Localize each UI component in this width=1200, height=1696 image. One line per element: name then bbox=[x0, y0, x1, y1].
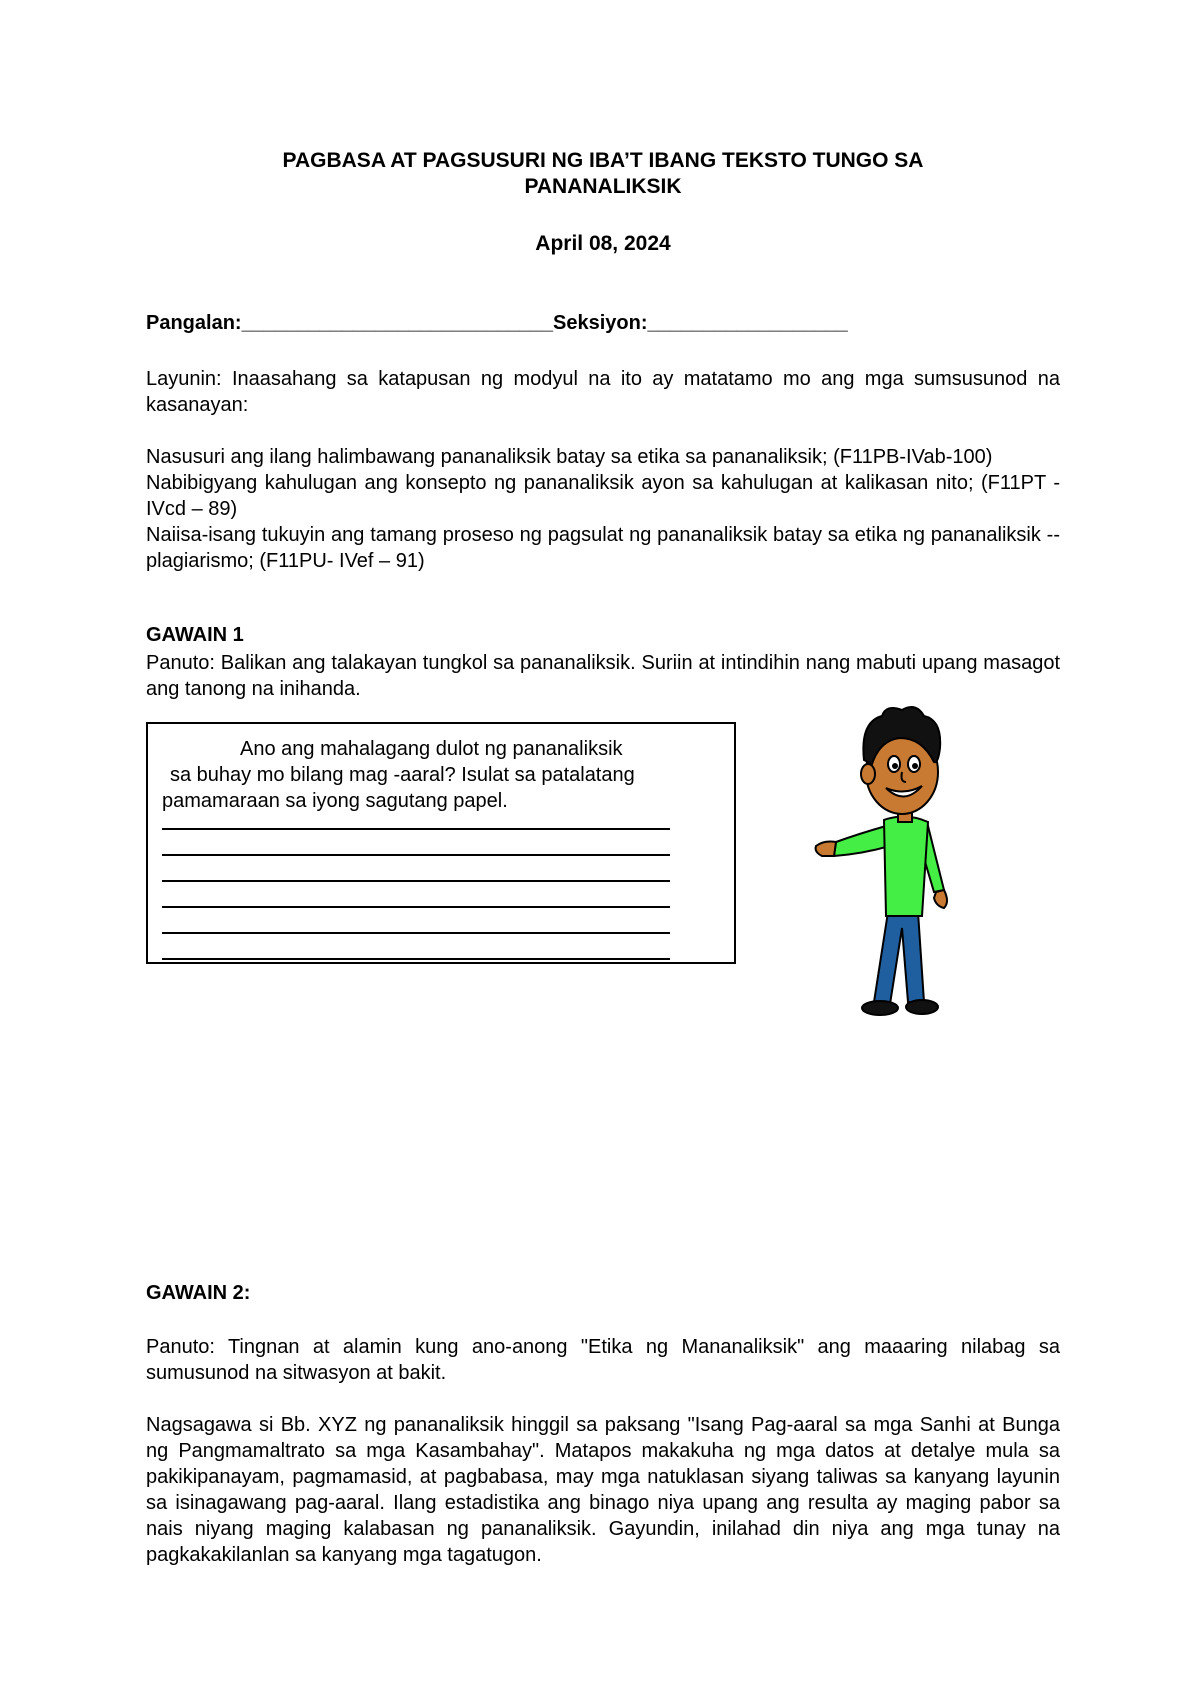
name-blank: ____________________________ bbox=[241, 312, 554, 334]
title-line-1: PAGBASA AT PAGSUSURI NG IBA’T IBANG TEKSTO TUNGO SA bbox=[282, 149, 924, 172]
competency-list bbox=[146, 444, 1060, 574]
competency-item: Nasusuri ang ilang halimbawang pananaliksik batay sa etika sa pananaliksik; (F11PB-IVab-100) bbox=[146, 446, 993, 468]
name-label: Pangalan: bbox=[146, 312, 242, 334]
layunin-text: Layunin: Inaasahang sa katapusan ng modyul na ito ay matatamo mo ang mga sumsusunod na kasanayan: bbox=[146, 368, 1060, 416]
gawain2-panuto: Panuto: Tingnan at alamin kung ano-anong "Etika ng Mananaliksik" ang maaaring nilabag sa sumusunod na sitwasyon at bakit. bbox=[146, 1336, 1060, 1384]
answer-line bbox=[162, 932, 670, 934]
student-fields bbox=[146, 312, 1060, 335]
question-line: Ano ang mahalagang dulot ng pananaliksik bbox=[240, 738, 623, 760]
document-title bbox=[146, 148, 1060, 200]
document-date: April 08, 2024 bbox=[535, 232, 671, 255]
competency-item: Nabibigyang kahulugan ang konsepto ng pananaliksik ayon sa kahulugan at kalikasan nito; (F11PT - IVcd – 89) bbox=[146, 472, 1060, 520]
section-label: Seksiyon: bbox=[553, 312, 648, 334]
competency-item: Naiisa-isang tukuyin ang tamang proseso ng pagsulat ng pananaliksik batay sa etika ng pananaliksik -- plagiarismo; (F11PU- IVef – 91) bbox=[146, 524, 1060, 572]
question-box bbox=[146, 722, 736, 964]
gawain1-panuto: Panuto: Balikan ang talakayan tungkol sa pananaliksik. Suriin at intindihin nang mabuti upang masagot ang tanong na inihanda. bbox=[146, 652, 1060, 700]
boy-pointing-icon bbox=[810, 702, 970, 1024]
title-line-2: PANANALIKSIK bbox=[524, 175, 682, 198]
question-line: pamamaraan sa iyong sagutang papel. bbox=[162, 790, 508, 812]
answer-line bbox=[162, 880, 670, 882]
answer-line bbox=[162, 906, 670, 908]
answer-line bbox=[162, 854, 670, 856]
gawain2-scenario: Nagsagawa si Bb. XYZ ng pananaliksik hinggil sa paksang "Isang Pag-aaral sa mga Sanhi at Bunga ng Pangmamaltrato sa mga Kasambahay". Matapos makakuha ng mga datos at detalye mula sa pakikipanayam, pagmamasid, at pagbabasa, may mga natuklasan siyang taliwas sa kanyang layunin sa isinagawang pag-aaral. Ilang estadistika ang binago niya upang ang resulta ay maging pabor sa nais niyang maging kalabasan ng pananaliksik. Gayundin, inilahad din niya ang mga tunay na pagkakakilanlan sa kanyang mga tagatugon. bbox=[146, 1414, 1060, 1566]
gawain2-heading: GAWAIN 2: bbox=[146, 1282, 251, 1304]
question-line: sa buhay mo bilang mag -aaral? Isulat sa patalatang bbox=[170, 764, 635, 786]
section-blank: __________________ bbox=[647, 312, 848, 334]
answer-line bbox=[162, 958, 670, 960]
answer-line bbox=[162, 828, 670, 830]
gawain1-heading: GAWAIN 1 bbox=[146, 624, 244, 646]
question-text bbox=[162, 736, 728, 814]
